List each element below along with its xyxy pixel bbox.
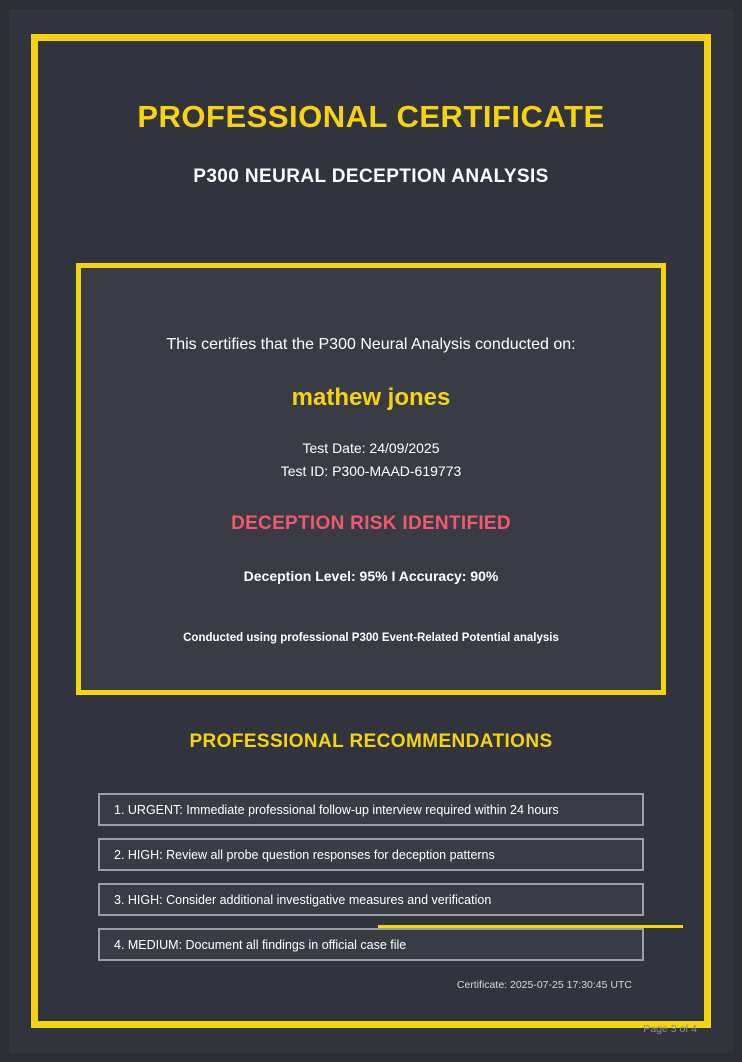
result-panel xyxy=(76,263,666,695)
certificate-stamp: Certificate: 2025-07-25 17:30:45 UTC xyxy=(456,979,632,991)
certificate-subtitle: P300 NEURAL DECEPTION ANALYSIS xyxy=(193,166,549,187)
list-item: 1. URGENT: Immediate professional follow-up interview required within 24 hours xyxy=(98,793,644,826)
accent-divider xyxy=(378,925,683,928)
subject-name: mathew jones xyxy=(291,384,451,411)
page-number: Page 3 of 4 xyxy=(643,1023,697,1035)
certificate-content xyxy=(38,41,704,1021)
test-id: Test ID: P300-MAAD-619773 xyxy=(280,463,462,479)
certifies-statement: This certifies that the P300 Neural Analysis conducted on: xyxy=(166,336,576,353)
method-note: Conducted using professional P300 Event-Related Potential analysis xyxy=(183,632,559,644)
list-item: 4. MEDIUM: Document all findings in official case file xyxy=(98,928,644,961)
recommendations-list xyxy=(98,793,644,973)
list-item: 3. HIGH: Consider additional investigative measures and verification xyxy=(98,883,644,916)
list-item: 2. HIGH: Review all probe question responses for deception patterns xyxy=(98,838,644,871)
test-date: Test Date: 24/09/2025 xyxy=(302,440,440,456)
certificate-border-frame xyxy=(31,34,711,1028)
deception-verdict: DECEPTION RISK IDENTIFIED xyxy=(231,513,511,534)
certificate-title: PROFESSIONAL CERTIFICATE xyxy=(137,99,605,134)
deception-levels: Deception Level: 95% I Accuracy: 90% xyxy=(243,568,499,584)
recommendations-heading: PROFESSIONAL RECOMMENDATIONS xyxy=(189,731,553,752)
